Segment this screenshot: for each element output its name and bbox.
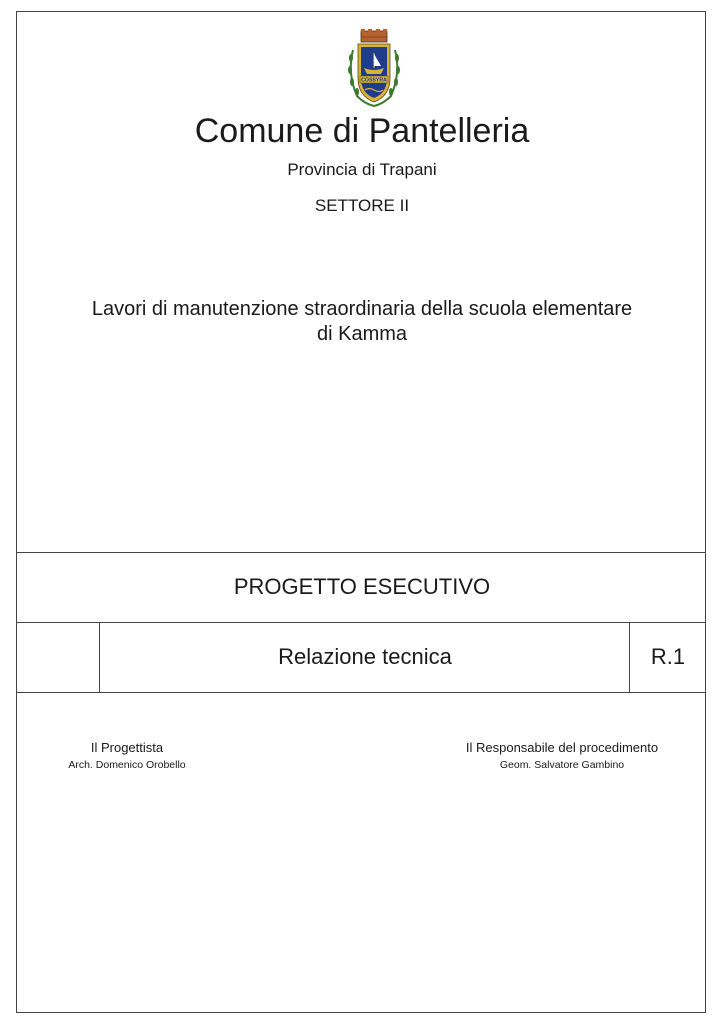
divider bbox=[17, 552, 705, 553]
municipality-title: Comune di Pantelleria bbox=[194, 112, 530, 150]
project-title-line-1: Lavori di manutenzione straordinaria della scuola elementare bbox=[91, 298, 633, 320]
document-name: Relazione tecnica bbox=[278, 644, 452, 669]
province-name: Provincia di Trapani bbox=[287, 160, 437, 179]
sector-name: SETTORE II bbox=[314, 196, 410, 215]
designer-role: Il Progettista bbox=[90, 740, 164, 755]
divider bbox=[17, 622, 705, 623]
designer-signature-block bbox=[37, 740, 217, 771]
project-title bbox=[47, 297, 677, 347]
project-title-line-2: di Kamma bbox=[316, 323, 408, 345]
manager-signature-block bbox=[437, 740, 687, 771]
project-phase: PROGETTO ESECUTIVO bbox=[233, 574, 491, 599]
document-frame bbox=[16, 11, 706, 1013]
manager-role: Il Responsabile del procedimento bbox=[465, 740, 659, 755]
divider bbox=[17, 692, 705, 693]
document-code: R.1 bbox=[650, 644, 686, 669]
emblem-banner-text: COSSYRA bbox=[361, 77, 387, 84]
municipal-coat-of-arms-icon bbox=[343, 28, 405, 110]
manager-name: Geom. Salvatore Gambino bbox=[499, 759, 625, 771]
designer-name: Arch. Domenico Orobello bbox=[68, 759, 186, 771]
